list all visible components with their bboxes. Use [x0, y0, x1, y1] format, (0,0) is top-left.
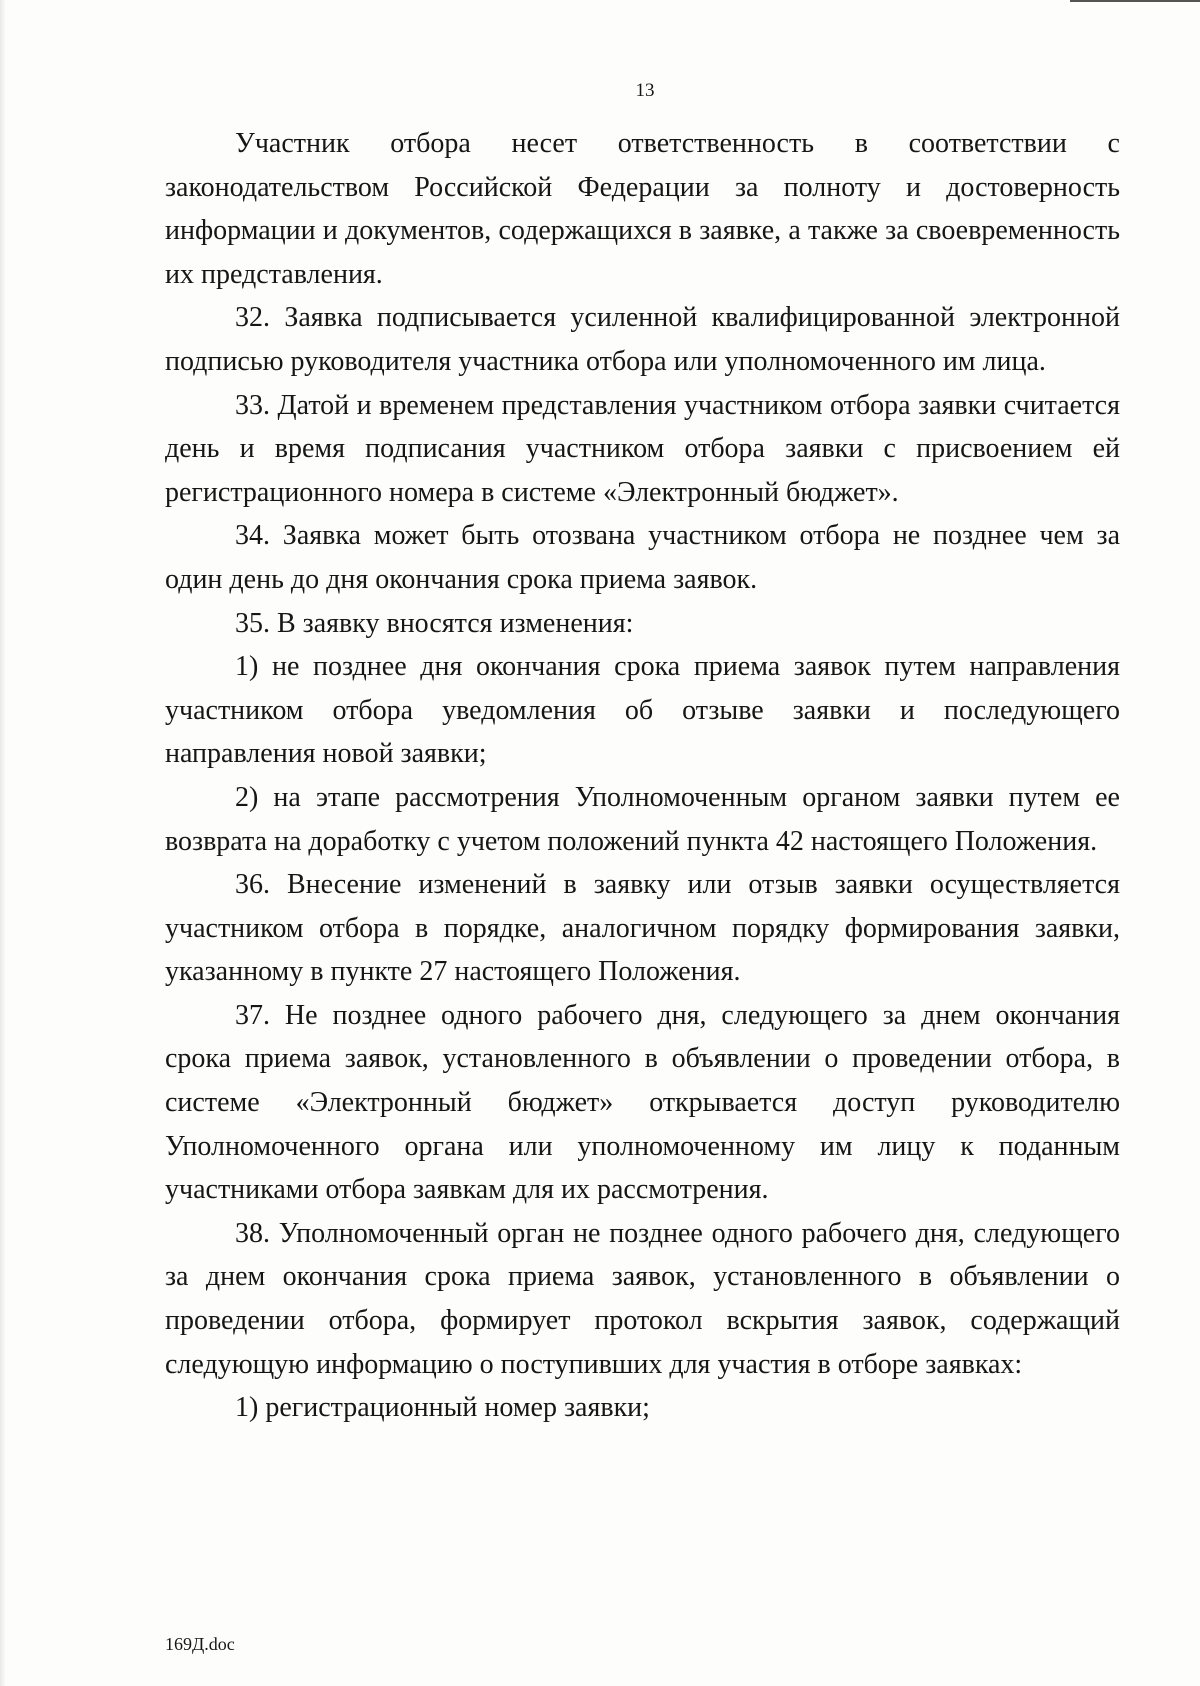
footer-filename: 169Д.doc: [165, 1634, 235, 1654]
document-body: [165, 122, 1120, 1430]
paragraph-responsibility: Участник отбора несет ответственность в соответствии с законодательством Российской Федерации за полноту и достоверность информации и документов, содержащихся в заявке, а также за своевременность их представления.: [165, 128, 1120, 290]
paragraph-32: 32. Заявка подписывается усиленной квалифицированной электронной подписью руководителя участника отбора или уполномоченного им лица.: [165, 302, 1120, 377]
paragraph-35-item-2: 2) на этапе рассмотрения Уполномоченным органом заявки путем ее возврата на доработку с учетом положений пункта 42 настоящего Положения.: [165, 781, 1120, 857]
paragraph-36: 36. Внесение изменений в заявку или отзыв заявки осуществляется участником отбора в порядке, аналогичном порядку формирования заявки, указанному в пункте 27 настоящего Положения.: [165, 869, 1120, 988]
paragraph-38: 38. Уполномоченный орган не позднее одного рабочего дня, следующего за днем окончания срока приема заявок, установленного в объявлении о проведении отбора, формирует протокол вскрытия заявок, содержащий следующую информацию о поступивших для участия в отборе заявках:: [165, 1217, 1120, 1380]
scan-left-edge: [0, 0, 6, 1686]
paragraph-37: 37. Не позднее одного рабочего дня, следующего за днем окончания срока приема заявок, установленного в объявлении о проведении отбора, в системе «Электронный бюджет» открывается доступ руководителю Уполномоченного органа или уполномоченному им лицу к поданным участниками отбора заявкам для их рассмотрения.: [165, 999, 1120, 1206]
paragraph-35: 35. В заявку вносятся изменения:: [235, 607, 634, 639]
page-number: 13: [635, 80, 655, 101]
paragraph-34: 34. Заявка может быть отозвана участником отбора не позднее чем за один день до дня окончания срока приема заявок.: [165, 520, 1120, 595]
paragraph-38-item-1: 1) регистрационный номер заявки;: [235, 1392, 650, 1424]
paragraph-33: 33. Датой и временем представления участником отбора заявки считается день и время подписания участником отбора заявки с присвоением ей регистрационного номера в системе «Электронный бюджет».: [165, 389, 1120, 508]
scan-top-rule: [1070, 0, 1200, 2]
paragraph-35-item-1: 1) не позднее дня окончания срока приема заявок путем направления участником отбора уведомления об отзыве заявки и последующего направления новой заявки;: [165, 651, 1120, 770]
